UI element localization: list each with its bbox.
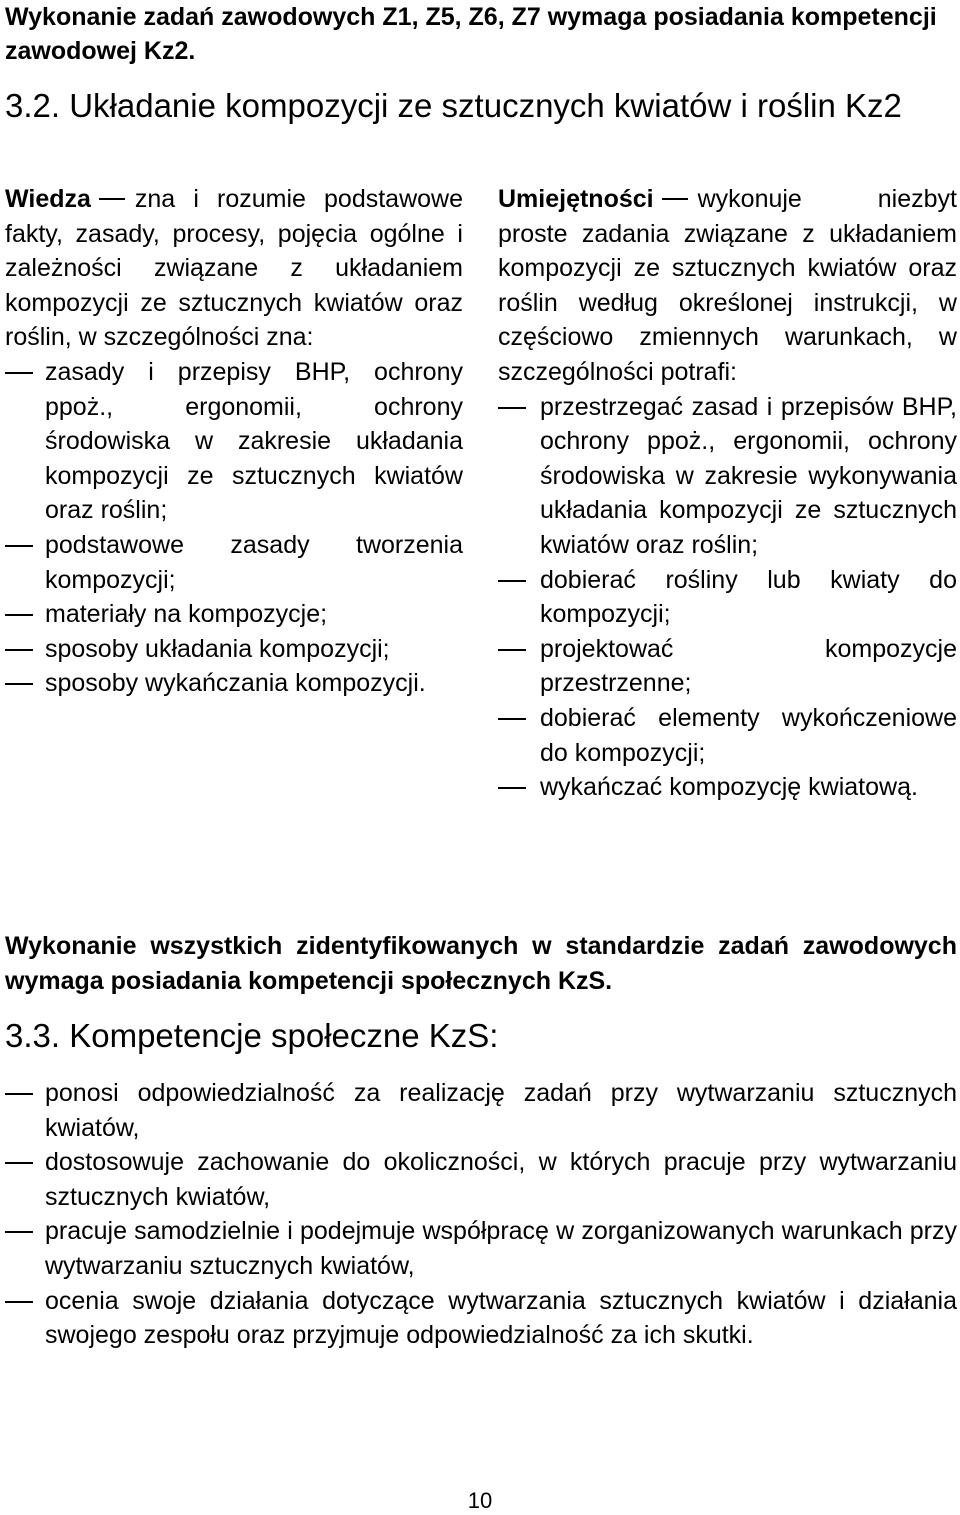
list-item bbox=[498, 390, 957, 563]
knowledge-text: zna i rozumie podstawowe fakty, zasady, procesy, pojęcia ogólne i zależności związane z układaniem kompozycji ze sztucznych kwiatów oraz roślin, w szczególności zna: bbox=[5, 185, 463, 352]
list-item bbox=[5, 666, 463, 701]
dash-separator bbox=[662, 198, 688, 200]
dash-bullet bbox=[5, 545, 33, 547]
list-item-text: materiały na kompozycje; bbox=[45, 600, 328, 629]
list-item bbox=[5, 1214, 957, 1283]
page-number: 10 bbox=[467, 1488, 493, 1513]
knowledge-label: Wiedza bbox=[5, 185, 91, 213]
social-competences bbox=[5, 1076, 957, 1353]
list-item bbox=[498, 632, 957, 701]
list-item bbox=[5, 1284, 957, 1353]
knowledge-list bbox=[5, 355, 463, 701]
dash-bullet bbox=[5, 1162, 33, 1164]
kz2-requirement-paragraph: Wykonanie zadań zawodowych Z1, Z5, Z6, Z7 wymaga posiadania kompetencji zawodowej Kz2. bbox=[5, 3, 937, 65]
list-item-text: sposoby wykańczania kompozycji. bbox=[45, 669, 426, 698]
list-item bbox=[5, 632, 463, 667]
list-item-text: projektować kompozycje przestrzenne; bbox=[540, 634, 957, 698]
list-item bbox=[498, 563, 957, 632]
list-item-text: podstawowe zasady tworzenia kompozycji; bbox=[45, 530, 463, 594]
dash-bullet bbox=[498, 407, 526, 409]
list-item bbox=[498, 770, 957, 805]
dash-bullet bbox=[5, 1231, 33, 1233]
list-item bbox=[5, 597, 463, 632]
skills-label: Umiejętności bbox=[498, 185, 654, 213]
social-competences-list bbox=[5, 1076, 957, 1353]
list-item-text: przestrzegać zasad i przepisów BHP, ochrony ppoż., ergonomii, ochrony środowiska w zakresie wykonywania układania kompozycji ze sztucznych kwiatów oraz roślin; bbox=[540, 392, 957, 559]
section-title-kz2: 3.2. Układanie kompozycji ze sztucznych kwiatów i roślin Kz2 bbox=[5, 87, 902, 124]
list-item-text: ocenia swoje działania dotyczące wytwarzania sztucznych kwiatów i działania swojego zespołu oraz przyjmuje odpowiedzialność za ich skutki. bbox=[45, 1286, 957, 1350]
kzs-requirement-paragraph: Wykonanie wszystkich zidentyfikowanych w standardzie zadań zawodowych wymaga posiadania kompetencji społecznych KzS. bbox=[5, 932, 957, 995]
list-item-text: dobierać elementy wykończeniowe do kompozycji; bbox=[540, 703, 957, 767]
list-item bbox=[5, 1145, 957, 1214]
list-item-text: ponosi odpowiedzialność za realizację zadań przy wytwarzaniu sztucznych kwiatów, bbox=[45, 1079, 957, 1142]
list-item bbox=[5, 355, 463, 528]
list-item bbox=[5, 1076, 957, 1145]
skills-text: wykonuje niezbyt proste zadania związane z układaniem kompozycji ze sztucznych kwiatów oraz roślin według określonej instrukcji, w częściowo zmiennych warunkach, w szczególności potrafi: bbox=[498, 185, 957, 386]
dash-bullet bbox=[5, 372, 33, 374]
dash-bullet bbox=[5, 683, 33, 685]
dash-bullet bbox=[5, 614, 33, 616]
skills-list bbox=[498, 390, 957, 805]
skills-column bbox=[498, 182, 957, 805]
dash-bullet bbox=[5, 1093, 33, 1095]
dash-bullet bbox=[5, 1301, 33, 1303]
dash-bullet bbox=[498, 649, 526, 651]
knowledge-column bbox=[5, 182, 463, 701]
knowledge-intro bbox=[5, 182, 463, 355]
list-item-text: zasady i przepisy BHP, ochrony ppoż., ergonomii, ochrony środowiska w zakresie układania kompozycji ze sztucznych kwiatów oraz roślin; bbox=[45, 357, 463, 525]
list-item bbox=[498, 701, 957, 770]
skills-intro bbox=[498, 182, 957, 390]
dash-bullet bbox=[498, 787, 526, 789]
dash-bullet bbox=[498, 580, 526, 582]
section-title-kzs: 3.3. Kompetencje społeczne KzS: bbox=[5, 1017, 499, 1054]
dash-bullet bbox=[5, 649, 33, 651]
dash-separator bbox=[99, 198, 125, 200]
dash-bullet bbox=[498, 718, 526, 720]
list-item bbox=[5, 528, 463, 597]
list-item-text: dostosowuje zachowanie do okoliczności, w których pracuje przy wytwarzaniu sztucznych kwiatów, bbox=[45, 1148, 957, 1211]
list-item-text: wykańczać kompozycję kwiatową. bbox=[540, 773, 918, 802]
list-item-text: dobierać rośliny lub kwiaty do kompozycji; bbox=[540, 565, 957, 629]
list-item-text: pracuje samodzielnie i podejmuje współpracę w zorganizowanych warunkach przy wytwarzaniu sztucznych kwiatów, bbox=[45, 1217, 957, 1280]
list-item-text: sposoby układania kompozycji; bbox=[45, 634, 390, 663]
